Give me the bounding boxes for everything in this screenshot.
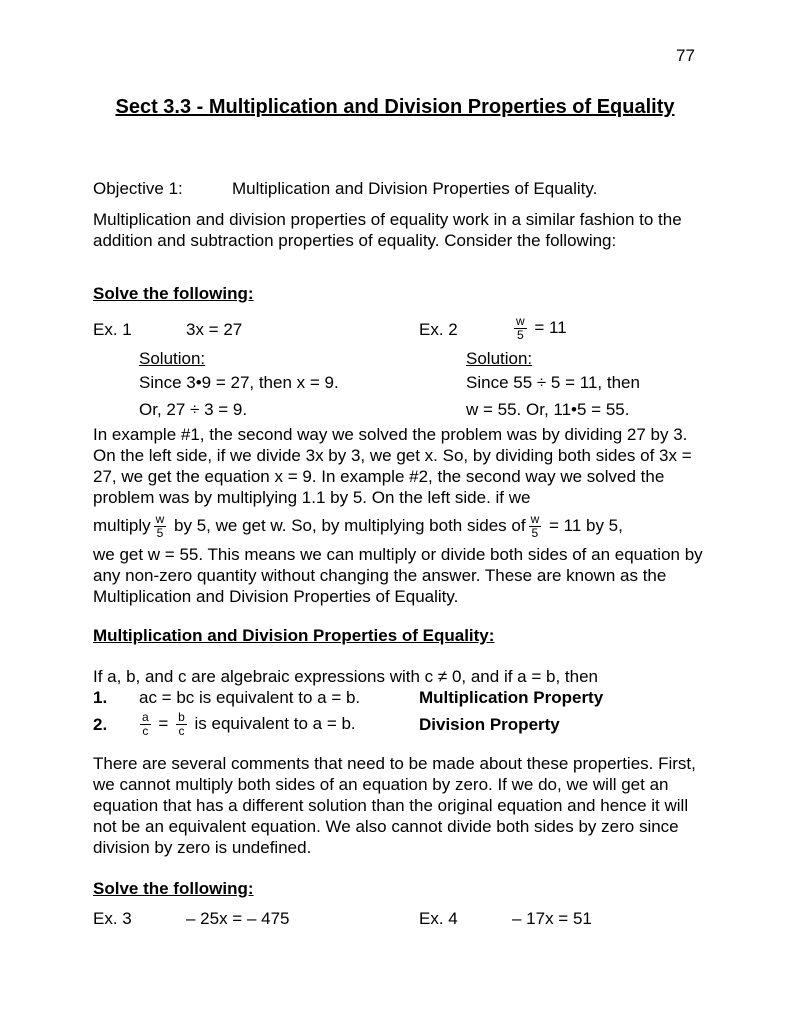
ex2-solution-line2: w = 55. Or, 11•5 = 55.	[466, 400, 630, 419]
ex3-label: Ex. 3	[93, 909, 132, 928]
property-1-text: ac = bc is equivalent to a = b.	[139, 688, 361, 707]
intro-paragraph: Multiplication and division properties of equality work in a similar fashion to the addition and subtraction properties of equality. Consider the following:	[93, 210, 682, 250]
properties-intro: If a, b, and c are algebraic expressions with c ≠ 0, and if a = b, then	[93, 667, 598, 686]
property-2-number: 2.	[93, 715, 108, 734]
ex2-label: Ex. 2	[419, 320, 458, 339]
ex4-equation: – 17x = 51	[512, 909, 592, 928]
objective-label: Objective 1:	[93, 179, 183, 198]
ex1-label: Ex. 1	[93, 320, 132, 339]
property-2-fraction-a: $\frac{a}{c}$	[142, 710, 149, 739]
comments-paragraph: There are several comments that need to be made about these properties. First, we cannot multiply both sides of an equation by zero. If we do, we will get an equation that has a different solution than the original equation and hence it will not be an equivalent equation. We also cannot divide both sides by zero since division by zero is undefined.	[93, 754, 696, 857]
solve-heading-1: Solve the following:	[93, 284, 254, 303]
page-title: Sect 3.3 - Multiplication and Division Properties of Equality	[115, 96, 675, 118]
ex2-solution-line1: Since 55 ÷ 5 = 11, then	[466, 373, 640, 392]
explanation-fraction-line: multiply $\frac{w}{5}$ by 5, we get w. So, by multiplying both sides of $\frac{w}{5}$ = 11 by 5,	[93, 512, 623, 541]
explanation-part2: we get w = 55. This means we can multiply or divide both sides of an equation by any non-zero quantity without changing the answer. These are known as the Multiplication and Division Properties of Equality.	[93, 545, 703, 606]
properties-heading: Multiplication and Division Properties of Equality:	[93, 626, 495, 645]
solve-heading-2: Solve the following:	[93, 879, 254, 898]
property-2-fraction-b: $\frac{b}{c}$	[178, 710, 185, 739]
ex1-solution-line2: Or, 27 ÷ 3 = 9.	[139, 400, 248, 419]
ex3-equation: – 25x = – 475	[186, 909, 290, 928]
property-1-number: 1.	[93, 688, 108, 707]
explanation-fraction-2: $\frac{w}{5}$	[530, 512, 540, 541]
ex4-label: Ex. 4	[419, 909, 458, 928]
ex1-equation: 3x = 27	[186, 320, 243, 339]
ex2-solution-label: Solution:	[466, 349, 533, 368]
explanation-part1: In example #1, the second way we solved the problem was by dividing 27 by 3. On the left side, if we divide 3x by 3, we get x. So, by dividing both sides of 3x = 27, we get the equation x = 9. In example #2, the second way we solved the problem was by multiplying 1.1 by 5. On the left side. if we	[93, 425, 692, 507]
explanation-paragraph	[93, 424, 703, 607]
ex2-equation: $\frac{w}{5}$ = 11	[516, 314, 567, 342]
ex2-fraction: $\frac{w}{5}$	[516, 314, 525, 342]
objective-text: Multiplication and Division Properties of Equality.	[232, 179, 598, 198]
page-number: 77	[676, 46, 695, 65]
ex1-solution-label: Solution:	[139, 349, 206, 368]
property-2-name: Division Property	[419, 715, 560, 734]
explanation-fraction-1: $\frac{w}{5}$	[155, 512, 165, 541]
property-1-name: Multiplication Property	[419, 688, 604, 707]
property-2-expression: $\frac{a}{c}$ = $\frac{b}{c}$ is equivalent to a = b.	[142, 710, 356, 739]
ex1-solution-line1: Since 3•9 = 27, then x = 9.	[139, 373, 339, 392]
